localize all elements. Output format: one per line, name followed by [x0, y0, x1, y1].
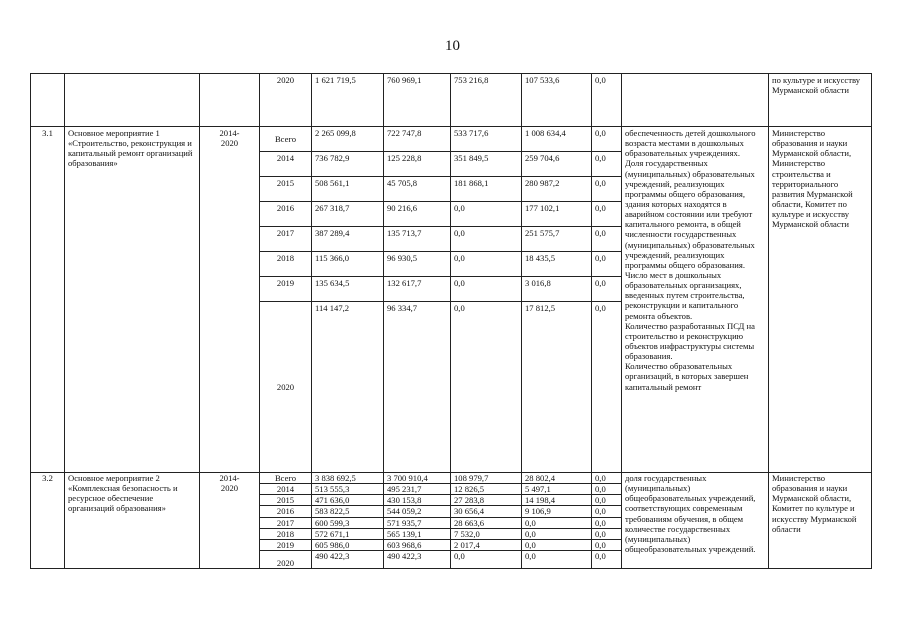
section-indicators: доля государственных (муниципальных) общеобразовательных учреждений, соответствующих современным требованиям обучения, в общем количестве государственных (муниципальных) общеобразовательных учреждений. [622, 473, 769, 569]
value-cell: 0,0 [522, 528, 592, 539]
value-cell: 3 700 910,4 [384, 473, 451, 484]
value-cell: 0,0 [451, 550, 522, 568]
value-cell: 181 868,1 [451, 177, 522, 202]
value-cell: 108 979,7 [451, 473, 522, 484]
value-cell: 0,0 [592, 177, 622, 202]
value-cell: 0,0 [592, 302, 622, 473]
code-cell [31, 74, 65, 127]
value-cell: 0,0 [592, 127, 622, 152]
value-cell: 0,0 [592, 252, 622, 277]
section-name: Основное мероприятие 2 «Комплексная безопасность и ресурсное обеспечение организаций образования» [65, 473, 200, 569]
value-cell: 600 599,3 [312, 517, 384, 528]
value-cell: 0,0 [522, 517, 592, 528]
table-row [31, 473, 872, 484]
value-cell: 280 987,2 [522, 177, 592, 202]
value-cell: 0,0 [592, 227, 622, 252]
value-cell: 14 198,4 [522, 495, 592, 506]
value-cell: 0,0 [592, 550, 622, 568]
value-cell: 135 634,5 [312, 277, 384, 302]
value-cell: 351 849,5 [451, 152, 522, 177]
year-cell: 2014 [260, 484, 312, 495]
value-cell: 0,0 [592, 152, 622, 177]
value-cell: 0,0 [451, 252, 522, 277]
section-code: 3.1 [31, 127, 65, 473]
value-cell: 7 532,0 [451, 528, 522, 539]
value-cell: 0,0 [592, 277, 622, 302]
value-cell: 177 102,1 [522, 202, 592, 227]
year-cell: 2019 [260, 539, 312, 550]
year-cell: 2019 [260, 277, 312, 302]
value-cell: 259 704,6 [522, 152, 592, 177]
value-cell: 0,0 [592, 484, 622, 495]
value-cell: 508 561,1 [312, 177, 384, 202]
section-name: Основное мероприятие 1 «Строительство, реконструкция и капитальный ремонт организаций образования» [65, 127, 200, 473]
year-cell: 2018 [260, 252, 312, 277]
value-cell: 471 636,0 [312, 495, 384, 506]
year-cell: 2018 [260, 528, 312, 539]
year-cell: 2015 [260, 495, 312, 506]
value-cell: 565 139,1 [384, 528, 451, 539]
indicator-cell [622, 74, 769, 127]
value-cell: 45 705,8 [384, 177, 451, 202]
value-cell: 125 228,8 [384, 152, 451, 177]
value-cell: 0,0 [451, 277, 522, 302]
value-cell: 0,0 [592, 495, 622, 506]
section-years: 2014- 2020 [200, 127, 260, 473]
section-years: 2014- 2020 [200, 473, 260, 569]
value-cell: 114 147,2 [312, 302, 384, 473]
value-cell: 490 422,3 [384, 550, 451, 568]
value-cell: 603 968,6 [384, 539, 451, 550]
year-cell: 2014 [260, 152, 312, 177]
value-cell: 430 153,8 [384, 495, 451, 506]
section-indicators: обеспеченность детей дошкольного возраста местами в дошкольных образовательных учреждениях. Доля государственных (муниципальных) образовательных учреждений, реализующих программы общего образования, здания которых находятся в аварийном состоянии или требуют капитального ремонта, в общей численности государственных (муниципальных) образовательных учреждений, реализующих программы общего образования. Число мест в дошкольных образовательных организациях, введенных путем строительства, реконструкции и капитального ремонта объектов. Количество разработанных ПСД на строительство и реконструкцию объектов инфраструктуры системы образования. Количество образовательных организаций, в которых завершен капитальный ремонт [622, 127, 769, 473]
value-cell: 27 283,8 [451, 495, 522, 506]
value-cell: 760 969,1 [384, 74, 451, 127]
page-number: 10 [445, 38, 460, 54]
value-cell: 605 986,0 [312, 539, 384, 550]
value-cell: 753 216,8 [451, 74, 522, 127]
year-cell: 2020 [260, 550, 312, 568]
value-cell: 722 747,8 [384, 127, 451, 152]
name-cell [65, 74, 200, 127]
value-cell: 96 930,5 [384, 252, 451, 277]
value-cell: 0,0 [592, 202, 622, 227]
value-cell: 0,0 [592, 506, 622, 517]
value-cell: 0,0 [451, 302, 522, 473]
value-cell: 533 717,6 [451, 127, 522, 152]
value-cell: 3 838 692,5 [312, 473, 384, 484]
value-cell: 9 106,9 [522, 506, 592, 517]
value-cell: 1 621 719,5 [312, 74, 384, 127]
value-cell: 495 231,7 [384, 484, 451, 495]
year-cell: Всего [260, 473, 312, 484]
value-cell: 132 617,7 [384, 277, 451, 302]
value-cell: 1 008 634,4 [522, 127, 592, 152]
value-cell: 387 289,4 [312, 227, 384, 252]
value-cell: 0,0 [592, 473, 622, 484]
value-cell: 736 782,9 [312, 152, 384, 177]
year-cell: 2017 [260, 517, 312, 528]
executor-cell: по культуре и искусству Мурманской области [769, 74, 872, 127]
value-cell: 135 713,7 [384, 227, 451, 252]
value-cell: 2 265 099,8 [312, 127, 384, 152]
value-cell: 17 812,5 [522, 302, 592, 473]
value-cell: 107 533,6 [522, 74, 592, 127]
year-cell: 2020 [260, 302, 312, 473]
year-cell: 2016 [260, 506, 312, 517]
value-cell: 96 334,7 [384, 302, 451, 473]
value-cell: 571 935,7 [384, 517, 451, 528]
value-cell: 572 671,1 [312, 528, 384, 539]
program-table [30, 73, 872, 569]
value-cell: 583 822,5 [312, 506, 384, 517]
value-cell: 544 059,2 [384, 506, 451, 517]
value-cell: 90 216,6 [384, 202, 451, 227]
section-executor: Министерство образования и науки Мурманской области, Комитет по культуре и искусству Мурманской области [769, 473, 872, 569]
value-cell: 28 802,4 [522, 473, 592, 484]
table-row [31, 74, 872, 127]
value-cell: 3 016,8 [522, 277, 592, 302]
value-cell: 30 656,4 [451, 506, 522, 517]
years-cell [200, 74, 260, 127]
value-cell: 490 422,3 [312, 550, 384, 568]
value-cell: 18 435,5 [522, 252, 592, 277]
value-cell: 0,0 [592, 517, 622, 528]
value-cell: 0,0 [451, 227, 522, 252]
value-cell: 115 366,0 [312, 252, 384, 277]
year-cell: 2020 [260, 74, 312, 127]
year-cell: 2017 [260, 227, 312, 252]
value-cell: 5 497,1 [522, 484, 592, 495]
section-executor: Министерство образования и науки Мурманской области, Министерство строительства и территориального развития Мурманской области, Комитет по культуре и искусству Мурманской области [769, 127, 872, 473]
year-cell: 2015 [260, 177, 312, 202]
value-cell: 0,0 [451, 202, 522, 227]
table-row [31, 127, 872, 152]
value-cell: 0,0 [592, 528, 622, 539]
section-code: 3.2 [31, 473, 65, 569]
value-cell: 0,0 [522, 550, 592, 568]
value-cell: 12 826,5 [451, 484, 522, 495]
value-cell: 0,0 [592, 74, 622, 127]
year-cell: Всего [260, 127, 312, 152]
value-cell: 251 575,7 [522, 227, 592, 252]
value-cell: 2 017,4 [451, 539, 522, 550]
year-cell: 2016 [260, 202, 312, 227]
value-cell: 513 555,3 [312, 484, 384, 495]
value-cell: 28 663,6 [451, 517, 522, 528]
value-cell: 267 318,7 [312, 202, 384, 227]
value-cell: 0,0 [522, 539, 592, 550]
value-cell: 0,0 [592, 539, 622, 550]
